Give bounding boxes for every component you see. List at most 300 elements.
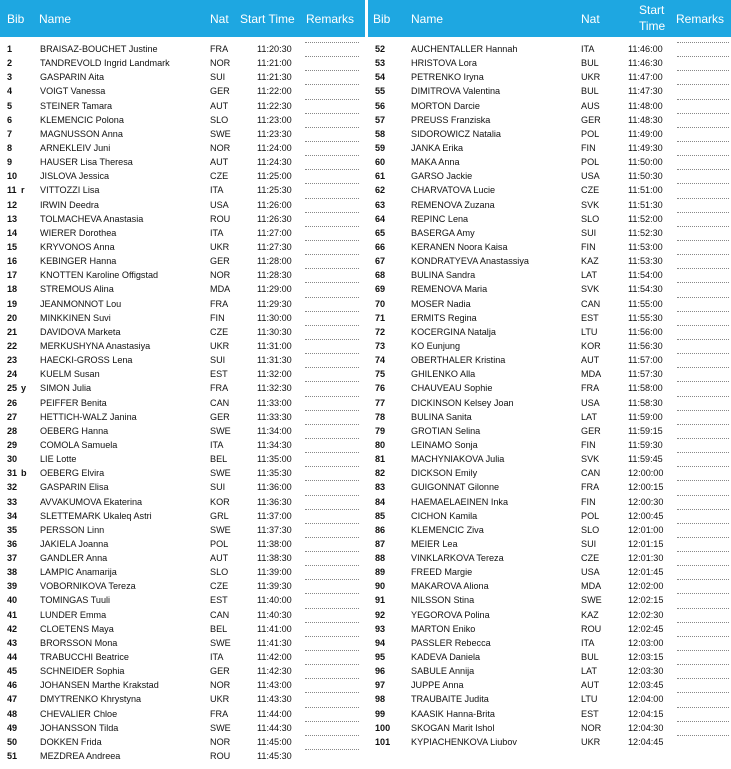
- bib-number: 40: [7, 595, 18, 606]
- start-list-row: [368, 565, 731, 579]
- start-list-row: [368, 282, 731, 296]
- bib-number: 7: [7, 128, 13, 139]
- athlete-name: BRORSSON Mona: [40, 637, 118, 648]
- bib-number: 35: [7, 524, 18, 535]
- remarks-line: [677, 268, 729, 269]
- start-list-row: [368, 664, 731, 678]
- start-time: 11:32:30: [257, 383, 292, 394]
- nation-code: ITA: [210, 439, 224, 450]
- start-list-row: [0, 84, 365, 98]
- athlete-name: FREED Margie: [411, 567, 473, 578]
- bib-number: 46: [7, 680, 18, 691]
- start-list-row: [368, 678, 731, 692]
- start-time: 11:35:30: [257, 468, 292, 479]
- remarks-line: [305, 579, 359, 580]
- nation-code: UKR: [581, 736, 601, 747]
- athlete-name: LEINAMO Sonja: [411, 439, 478, 450]
- athlete-name: BRAISAZ-BOUCHET Justine: [40, 44, 158, 54]
- start-time: 11:45:30: [257, 751, 292, 762]
- start-time: 11:30:00: [257, 312, 292, 323]
- bib-number: 45: [7, 666, 18, 677]
- nation-code: GER: [210, 86, 230, 97]
- remarks-line: [305, 155, 359, 156]
- athlete-name: BULINA Sanita: [411, 411, 472, 422]
- start-time: 12:00:15: [628, 482, 664, 493]
- athlete-name: AUCHENTALLER Hannah: [411, 44, 518, 54]
- remarks-line: [305, 353, 359, 354]
- remarks-line: [677, 452, 729, 453]
- bib-number: 80: [375, 439, 386, 450]
- nation-code: UKR: [210, 241, 230, 252]
- remarks-line: [677, 537, 729, 538]
- start-time: 11:43:30: [257, 694, 292, 705]
- bib-number: 61: [375, 171, 386, 182]
- start-list-row: [368, 353, 731, 367]
- start-time: 11:35:00: [257, 454, 292, 465]
- nation-code: FIN: [581, 496, 596, 507]
- remarks-line: [305, 721, 359, 722]
- start-list-row: [0, 381, 365, 395]
- start-list-row: [0, 565, 365, 579]
- bib-number: 86: [375, 524, 386, 535]
- nation-code: KAZ: [581, 609, 599, 620]
- nation-code: ROU: [210, 213, 231, 224]
- bib-number: 97: [375, 680, 386, 691]
- start-list-row: [0, 113, 365, 127]
- right-header-bar: [368, 0, 731, 37]
- start-list-row: [368, 339, 731, 353]
- nation-code: KAZ: [581, 256, 599, 267]
- bib-number: 66: [375, 241, 386, 252]
- athlete-name: REPINC Lena: [411, 213, 469, 224]
- start-list-row: [368, 480, 731, 494]
- remarks-line: [305, 707, 359, 708]
- remarks-line: [305, 339, 359, 340]
- start-list-row: [368, 141, 731, 155]
- bib-number: 38: [7, 567, 18, 578]
- start-list-row: [368, 169, 731, 183]
- header-time-line2: Time: [639, 19, 666, 33]
- bib-number: 11: [7, 185, 17, 196]
- athlete-name: DIMITROVA Valentina: [411, 86, 501, 97]
- bib-number: 23: [7, 355, 18, 366]
- start-time: 12:04:30: [628, 722, 664, 733]
- bib-number: 53: [375, 58, 386, 69]
- start-list-row: [368, 183, 731, 197]
- bib-number: 70: [375, 298, 386, 309]
- header-remarks: Remarks: [306, 12, 355, 26]
- nation-code: UKR: [581, 72, 601, 83]
- remarks-line: [305, 495, 359, 496]
- athlete-name: PASSLER Rebecca: [411, 637, 491, 648]
- bib-number: 17: [7, 270, 18, 281]
- nation-code: ITA: [210, 185, 224, 196]
- bib-number: 81: [375, 454, 386, 465]
- athlete-name: VITTOZZI Lisa: [40, 185, 100, 196]
- remarks-line: [677, 410, 729, 411]
- bib-number: 44: [7, 652, 18, 663]
- start-time: 11:29:00: [257, 284, 292, 295]
- nation-code: CAN: [581, 298, 601, 309]
- athlete-name: DMYTRENKO Khrystyna: [40, 694, 142, 705]
- remarks-line: [305, 636, 359, 637]
- nation-code: NOR: [210, 142, 231, 153]
- athlete-name: DICKSON Emily: [411, 468, 478, 479]
- athlete-name: KOCERGINA Natalja: [411, 326, 496, 337]
- start-list-row: [368, 212, 731, 226]
- start-time: 11:30:30: [257, 326, 292, 337]
- start-time: 11:42:30: [257, 666, 292, 677]
- athlete-name: PEIFFER Benita: [40, 397, 107, 408]
- start-time: 11:38:00: [257, 538, 292, 549]
- athlete-name: KERANEN Noora Kaisa: [411, 241, 508, 252]
- start-time: 12:02:15: [628, 595, 664, 606]
- start-time: 11:48:30: [628, 114, 663, 125]
- athlete-name: KLEMENCIC Polona: [40, 114, 124, 125]
- remarks-line: [305, 608, 359, 609]
- start-time: 11:56:30: [628, 340, 663, 351]
- start-time: 11:40:30: [257, 609, 292, 620]
- nation-code: BUL: [581, 86, 599, 97]
- bib-number: 95: [375, 652, 386, 663]
- bib-number: 24: [7, 369, 18, 380]
- athlete-name: GANDLER Anna: [40, 553, 108, 564]
- start-time: 11:23:00: [257, 114, 292, 125]
- athlete-name: NILSSON Stina: [411, 595, 475, 606]
- bib-number: 62: [375, 185, 386, 196]
- nation-code: LAT: [581, 270, 598, 281]
- athlete-name: MERKUSHYNA Anastasiya: [40, 340, 151, 351]
- bib-number: 19: [7, 298, 18, 309]
- right-rows: [368, 42, 731, 749]
- bib-number: 34: [7, 510, 18, 521]
- nation-code: KOR: [581, 340, 601, 351]
- athlete-name: PERSSON Linn: [40, 524, 105, 535]
- bib-number: 9: [7, 157, 13, 168]
- remarks-line: [305, 297, 359, 298]
- start-list-row: [0, 353, 365, 367]
- bib-number: 47: [7, 694, 18, 705]
- bib-number: 91: [375, 595, 386, 606]
- start-list-row: [368, 650, 731, 664]
- athlete-name: ARNEKLEIV Juni: [40, 142, 111, 153]
- start-list-row: [0, 367, 365, 381]
- start-time: 12:03:00: [628, 637, 664, 648]
- start-list-row: [368, 523, 731, 537]
- start-time: 11:37:30: [257, 524, 292, 535]
- remarks-line: [677, 721, 729, 722]
- athlete-name: JOHANSEN Marthe Krakstad: [40, 680, 159, 691]
- start-list-row: [0, 579, 365, 593]
- start-list-row: [368, 396, 731, 410]
- athlete-name: PETRENKO Iryna: [411, 72, 484, 83]
- nation-code: CZE: [210, 326, 229, 337]
- start-time: 11:53:00: [628, 241, 663, 252]
- bib-number: 12: [7, 199, 18, 210]
- remarks-line: [677, 480, 729, 481]
- remarks-line: [305, 42, 359, 43]
- remarks-line: [305, 565, 359, 566]
- start-list-row: [368, 721, 731, 735]
- athlete-name: TANDREVOLD Ingrid Landmark: [40, 58, 170, 69]
- start-time: 11:49:30: [628, 142, 663, 153]
- remarks-line: [305, 622, 359, 623]
- remarks-line: [305, 84, 359, 85]
- start-time: 11:49:00: [628, 128, 663, 139]
- remarks-line: [677, 84, 729, 85]
- remarks-line: [305, 268, 359, 269]
- remarks-line: [305, 466, 359, 467]
- nation-code: SWE: [210, 425, 231, 436]
- remarks-line: [677, 183, 729, 184]
- remarks-line: [677, 240, 729, 241]
- nation-code: NOR: [210, 270, 231, 281]
- nation-code: EST: [581, 708, 599, 719]
- start-time: 11:53:30: [628, 256, 663, 267]
- start-list-row: [0, 325, 365, 339]
- remarks-line: [305, 678, 359, 679]
- start-list-row: [368, 381, 731, 395]
- bib-number: 21: [7, 326, 18, 337]
- athlete-name: JOHANSSON Tilda: [40, 722, 119, 733]
- athlete-name: OEBERG Hanna: [40, 425, 109, 436]
- bib-number: 10: [7, 171, 18, 182]
- remarks-line: [677, 226, 729, 227]
- left-column: [0, 0, 365, 769]
- start-time: 12:03:15: [628, 652, 664, 663]
- athlete-name: DAVIDOVA Marketa: [40, 326, 121, 337]
- remarks-line: [677, 325, 729, 326]
- athlete-name: JUPPE Anna: [411, 680, 464, 691]
- header-bib: Bib: [373, 12, 391, 26]
- athlete-name: LUNDER Emma: [40, 609, 107, 620]
- start-list-row: [0, 155, 365, 169]
- start-time: 11:28:30: [257, 270, 292, 281]
- nation-code: MDA: [581, 581, 602, 592]
- nation-code: POL: [581, 157, 600, 168]
- nation-code: FIN: [581, 142, 596, 153]
- bib-number: 22: [7, 340, 18, 351]
- bib-number: 36: [7, 538, 18, 549]
- nation-code: GER: [210, 256, 230, 267]
- start-list-row: [0, 721, 365, 735]
- bib-flag: y: [21, 383, 27, 394]
- start-list-row: [0, 509, 365, 523]
- start-time: 11:29:30: [257, 298, 292, 309]
- remarks-line: [677, 311, 729, 312]
- nation-code: SUI: [210, 355, 226, 366]
- remarks-line: [305, 749, 359, 750]
- start-list-row: [0, 678, 365, 692]
- start-time: 12:00:00: [628, 468, 664, 479]
- remarks-line: [677, 339, 729, 340]
- remarks-line: [305, 127, 359, 128]
- start-list-row: [368, 692, 731, 706]
- remarks-line: [305, 396, 359, 397]
- nation-code: FIN: [581, 241, 596, 252]
- nation-code: GER: [210, 666, 230, 677]
- start-list-row: [368, 127, 731, 141]
- nation-code: AUT: [581, 355, 600, 366]
- remarks-line: [677, 495, 729, 496]
- header-nat: Nat: [581, 12, 600, 26]
- start-list-row: [0, 495, 365, 509]
- remarks-line: [305, 141, 359, 142]
- start-time: 11:38:30: [257, 553, 292, 564]
- athlete-name: CLOETENS Maya: [40, 623, 114, 634]
- bib-number: 67: [375, 256, 386, 267]
- bib-number: 4: [7, 86, 13, 97]
- remarks-line: [677, 664, 729, 665]
- nation-code: FRA: [210, 44, 229, 54]
- athlete-name: HAECKI-GROSS Lena: [40, 355, 133, 366]
- nation-code: LTU: [581, 326, 598, 337]
- start-list-row: [0, 707, 365, 721]
- start-time: 11:24:00: [257, 142, 292, 153]
- nation-code: SLO: [581, 524, 600, 535]
- bib-number: 41: [7, 609, 18, 620]
- bib-number: 57: [375, 114, 386, 125]
- nation-code: SUI: [581, 227, 597, 238]
- start-time: 11:56:00: [628, 326, 663, 337]
- athlete-name: STREMOUS Alina: [40, 284, 114, 295]
- bib-number: 49: [7, 722, 18, 733]
- athlete-name: JAKIELA Joanna: [40, 538, 109, 549]
- remarks-line: [305, 226, 359, 227]
- start-time: 11:40:00: [257, 595, 292, 606]
- start-list-row: [368, 735, 731, 749]
- start-list-row: [0, 452, 365, 466]
- start-list-row: [0, 410, 365, 424]
- bib-flag: b: [21, 468, 27, 479]
- start-list-row: [368, 707, 731, 721]
- remarks-line: [305, 438, 359, 439]
- start-list-row: [368, 608, 731, 622]
- remarks-line: [677, 297, 729, 298]
- athlete-name: SKOGAN Marit Ishol: [411, 722, 495, 733]
- nation-code: CZE: [581, 553, 600, 564]
- athlete-name: GHILENKO Alla: [411, 369, 476, 380]
- remarks-line: [677, 169, 729, 170]
- start-list-row: [368, 198, 731, 212]
- nation-code: USA: [581, 171, 600, 182]
- start-time: 12:04:15: [628, 708, 664, 719]
- start-list-row: [368, 579, 731, 593]
- athlete-name: DOKKEN Frida: [40, 736, 102, 747]
- start-time: 11:27:00: [257, 227, 292, 238]
- athlete-name: GASPARIN Aita: [40, 72, 105, 83]
- athlete-name: MACHYNIAKOVA Julia: [411, 454, 505, 465]
- start-list-row: [0, 692, 365, 706]
- athlete-name: HAUSER Lisa Theresa: [40, 157, 133, 168]
- athlete-name: OEBERG Elvira: [40, 468, 105, 479]
- start-list-row: [0, 226, 365, 240]
- remarks-line: [305, 480, 359, 481]
- athlete-name: KAASIK Hanna-Brita: [411, 708, 495, 719]
- nation-code: POL: [210, 538, 229, 549]
- start-list-row: [368, 113, 731, 127]
- remarks-line: [677, 198, 729, 199]
- nation-code: GER: [210, 411, 230, 422]
- remarks-line: [305, 410, 359, 411]
- athlete-name: MAKAROVA Aliona: [411, 581, 489, 592]
- bib-number: 42: [7, 623, 18, 634]
- start-list-row: [0, 593, 365, 607]
- start-time: 11:22:00: [257, 86, 292, 97]
- remarks-line: [677, 353, 729, 354]
- nation-code: LAT: [581, 666, 598, 677]
- start-list-row: [368, 99, 731, 113]
- nation-code: FIN: [210, 312, 225, 323]
- start-list-row: [0, 311, 365, 325]
- athlete-name: JANKA Erika: [411, 142, 464, 153]
- remarks-line: [677, 636, 729, 637]
- athlete-name: DICKINSON Kelsey Joan: [411, 397, 514, 408]
- bib-number: 18: [7, 284, 18, 295]
- remarks-line: [305, 325, 359, 326]
- bib-number: 27: [7, 411, 18, 422]
- nation-code: ITA: [581, 637, 595, 648]
- athlete-name: OBERTHALER Kristina: [411, 355, 506, 366]
- bib-number: 20: [7, 312, 18, 323]
- bib-number: 69: [375, 284, 386, 295]
- athlete-name: KRYVONOS Anna: [40, 241, 115, 252]
- start-list-row: [368, 410, 731, 424]
- bib-number: 55: [375, 86, 386, 97]
- header-remarks: Remarks: [676, 12, 725, 26]
- start-time: 12:02:30: [628, 609, 664, 620]
- nation-code: NOR: [581, 722, 602, 733]
- remarks-line: [305, 70, 359, 71]
- remarks-line: [677, 565, 729, 566]
- start-list-row: [368, 240, 731, 254]
- start-list-row: [368, 551, 731, 565]
- start-list-row: [0, 198, 365, 212]
- bib-number: 39: [7, 581, 18, 592]
- remarks-line: [677, 56, 729, 57]
- remarks-line: [305, 692, 359, 693]
- start-time: 11:47:00: [628, 72, 663, 83]
- start-time: 11:25:30: [257, 185, 292, 196]
- header-start-line1: Start: [639, 3, 665, 17]
- nation-code: NOR: [210, 58, 231, 69]
- start-time: 11:55:30: [628, 312, 663, 323]
- remarks-line: [677, 254, 729, 255]
- start-time: 11:42:00: [257, 652, 292, 663]
- start-list-row: [368, 438, 731, 452]
- start-time: 11:28:00: [257, 256, 292, 267]
- start-list-row: [368, 495, 731, 509]
- remarks-line: [677, 424, 729, 425]
- bib-number: 1: [7, 44, 13, 54]
- start-time: 11:45:00: [257, 736, 292, 747]
- start-list-row: [368, 226, 731, 240]
- start-time: 11:44:00: [257, 708, 292, 719]
- bib-number: 32: [7, 482, 18, 493]
- bib-number: 98: [375, 694, 386, 705]
- athlete-name: VOBORNIKOVA Tereza: [40, 581, 136, 592]
- start-time: 11:33:00: [257, 397, 292, 408]
- bib-number: 8: [7, 142, 13, 153]
- start-time: 11:39:30: [257, 581, 292, 592]
- start-time: 12:01:45: [628, 567, 664, 578]
- bib-number: 43: [7, 637, 18, 648]
- start-list-row: [0, 42, 365, 56]
- start-time: 11:22:30: [257, 100, 292, 111]
- nation-code: BUL: [581, 652, 599, 663]
- bib-number: 100: [375, 722, 391, 733]
- athlete-name: CICHON Kamila: [411, 510, 478, 521]
